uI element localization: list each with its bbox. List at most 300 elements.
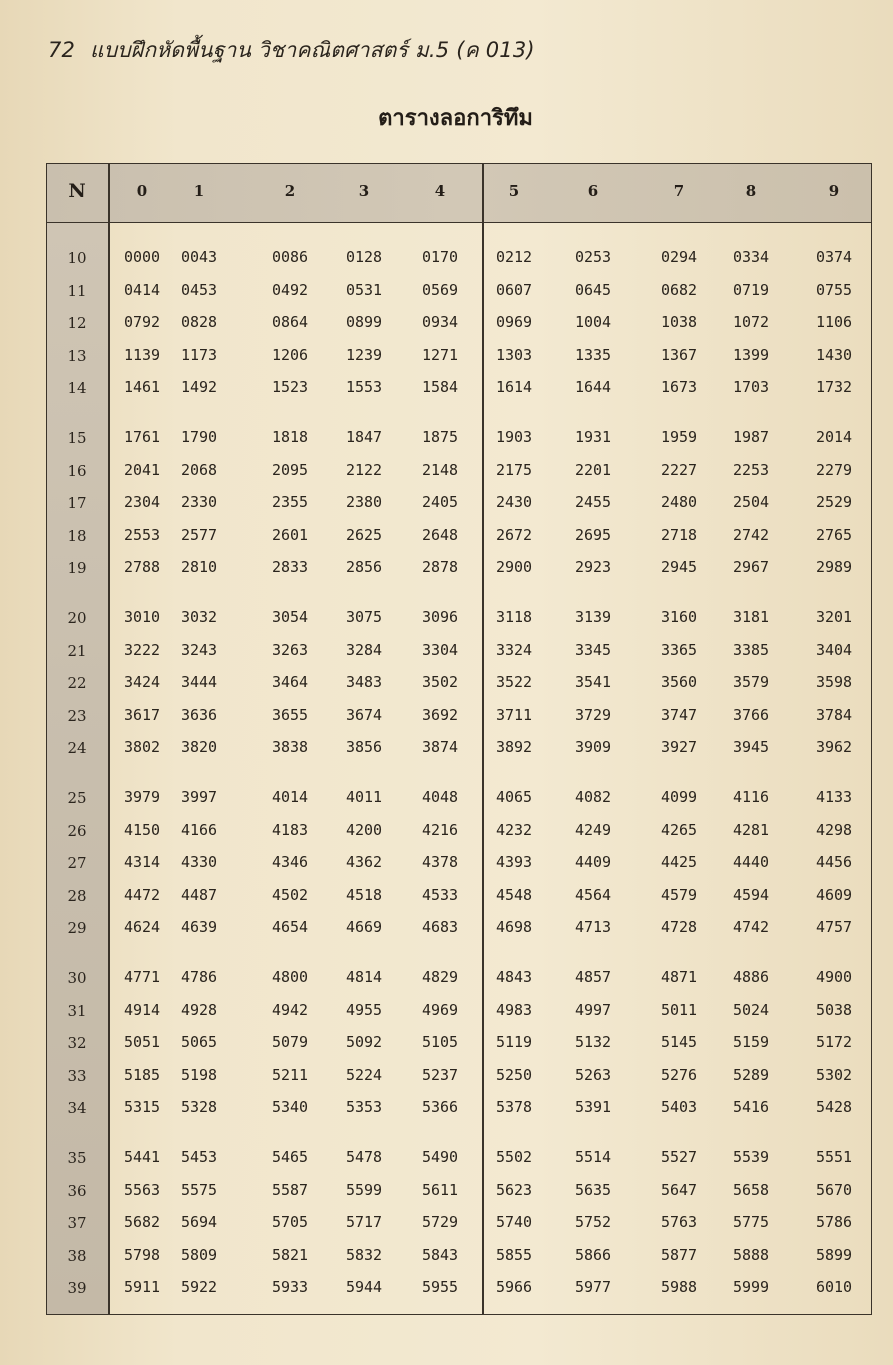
row-label-32: 32 [67, 1034, 87, 1053]
table-cell: 5682 [123, 1213, 161, 1232]
table-cell: 5051 [123, 1033, 161, 1052]
row-label-31: 31 [67, 1001, 87, 1020]
row-label-18: 18 [67, 526, 87, 545]
table-cell: 0043 [180, 248, 218, 266]
table-cell: 2765 [815, 525, 853, 544]
table-cell: 4742 [732, 918, 770, 937]
table-cell: 5821 [271, 1245, 309, 1264]
table-cell: 4928 [180, 1000, 218, 1019]
table-cell: 4914 [123, 1000, 161, 1019]
table-cell: 3820 [180, 738, 218, 757]
table-cell: 2672 [495, 525, 533, 544]
table-cell: 2967 [732, 558, 770, 577]
table-cell: 3483 [345, 673, 383, 692]
table-cell: 1644 [574, 378, 612, 397]
table-cell: 2504 [732, 493, 770, 512]
table-cell: 5065 [180, 1033, 218, 1052]
table-cell: 5670 [815, 1180, 853, 1199]
table-cell: 5911 [123, 1278, 161, 1297]
table-cell: 1303 [495, 345, 533, 364]
column-header-5: 5 [508, 182, 520, 200]
table-cell: 3263 [271, 640, 309, 659]
table-cell: 0453 [180, 280, 218, 299]
table-cell: 3838 [271, 738, 309, 757]
table-cell: 3284 [345, 640, 383, 659]
table-cell: 1875 [421, 428, 459, 446]
table-cell: 5933 [271, 1278, 309, 1297]
table-cell: 3243 [180, 640, 218, 659]
table-cell: 4829 [421, 968, 459, 986]
table-cell: 2856 [345, 558, 383, 577]
table-cell: 3324 [495, 640, 533, 659]
table-cell: 1761 [123, 428, 161, 446]
table-cell: 2878 [421, 558, 459, 577]
table-cell: 5705 [271, 1213, 309, 1232]
table-cell: 4564 [574, 885, 612, 904]
row-label-38: 38 [67, 1246, 87, 1265]
table-cell: 0569 [421, 280, 459, 299]
table-cell: 5250 [495, 1065, 533, 1084]
table-cell: 4150 [123, 820, 161, 839]
table-cell: 5551 [815, 1148, 853, 1166]
table-cell: 4502 [271, 885, 309, 904]
table-cell: 1818 [271, 428, 309, 446]
row-label-10: 10 [67, 249, 87, 267]
table-cell: 5119 [495, 1033, 533, 1052]
table-cell: 5809 [180, 1245, 218, 1264]
row-label-26: 26 [67, 821, 87, 840]
table-cell: 4082 [574, 788, 612, 806]
table-cell: 5977 [574, 1278, 612, 1297]
table-cell: 3010 [123, 608, 161, 626]
row-label-19: 19 [67, 559, 87, 578]
table-cell: 1732 [815, 378, 853, 397]
table-cell: 0969 [495, 313, 533, 332]
table-cell: 5575 [180, 1180, 218, 1199]
table-cell: 3560 [660, 673, 698, 692]
table-cell: 5224 [345, 1065, 383, 1084]
table-cell: 3962 [815, 738, 853, 757]
row-label-20: 20 [67, 609, 87, 627]
table-cell: 2148 [421, 460, 459, 479]
table-cell: 3139 [574, 608, 612, 626]
table-cell: 5132 [574, 1033, 612, 1052]
table-cell: 5527 [660, 1148, 698, 1166]
row-label-30: 30 [67, 969, 87, 987]
row-label-25: 25 [67, 789, 87, 807]
table-cell: 1959 [660, 428, 698, 446]
table-cell: 5172 [815, 1033, 853, 1052]
table-cell: 3424 [123, 673, 161, 692]
table-cell: 3522 [495, 673, 533, 692]
table-cell: 2405 [421, 493, 459, 512]
table-cell: 1847 [345, 428, 383, 446]
table-cell: 0755 [815, 280, 853, 299]
table-cell: 2068 [180, 460, 218, 479]
column-header-9: 9 [828, 182, 840, 200]
table-cell: 3541 [574, 673, 612, 692]
table-cell: 5587 [271, 1180, 309, 1199]
table-cell: 2227 [660, 460, 698, 479]
table-cell: 5877 [660, 1245, 698, 1264]
table-cell: 5159 [732, 1033, 770, 1052]
table-cell: 2833 [271, 558, 309, 577]
table-cell: 4314 [123, 853, 161, 872]
table-cell: 1584 [421, 378, 459, 397]
table-cell: 4014 [271, 788, 309, 806]
table-cell: 1523 [271, 378, 309, 397]
table-cell: 3802 [123, 738, 161, 757]
table-cell: 5786 [815, 1213, 853, 1232]
table-cell: 3404 [815, 640, 853, 659]
table-cell: 1673 [660, 378, 698, 397]
table-cell: 2529 [815, 493, 853, 512]
running-header-text: แบบฝึกหัดพื้นฐาน วิชาคณิตศาสตร์ ม.5 (ค 013) [90, 38, 535, 62]
table-cell: 4594 [732, 885, 770, 904]
table-cell: 4099 [660, 788, 698, 806]
table-cell: 1492 [180, 378, 218, 397]
table-cell: 4683 [421, 918, 459, 937]
table-cell: 3181 [732, 608, 770, 626]
table-cell: 0531 [345, 280, 383, 299]
table-cell: 5843 [421, 1245, 459, 1264]
table-cell: 6010 [815, 1278, 853, 1297]
table-cell: 5647 [660, 1180, 698, 1199]
row-label-24: 24 [67, 739, 87, 758]
column-header-7: 7 [673, 182, 685, 200]
table-cell: 4609 [815, 885, 853, 904]
table-cell: 4011 [345, 788, 383, 806]
table-cell: 5092 [345, 1033, 383, 1052]
table-cell: 0645 [574, 280, 612, 299]
table-cell: 4771 [123, 968, 161, 986]
table-cell: 3118 [495, 608, 533, 626]
table-cell: 3096 [421, 608, 459, 626]
table-cell: 4346 [271, 853, 309, 872]
table-cell: 1461 [123, 378, 161, 397]
table-cell: 4116 [732, 788, 770, 806]
table-cell: 1271 [421, 345, 459, 364]
table-cell: 1173 [180, 345, 218, 364]
table-cell: 5366 [421, 1098, 459, 1117]
table-cell: 5185 [123, 1065, 161, 1084]
table-cell: 5403 [660, 1098, 698, 1117]
table-cell: 0334 [732, 248, 770, 266]
table-cell: 0294 [660, 248, 698, 266]
table-cell: 2900 [495, 558, 533, 577]
table-cell: 5740 [495, 1213, 533, 1232]
table-cell: 5855 [495, 1245, 533, 1264]
table-cell: 4330 [180, 853, 218, 872]
table-cell: 3674 [345, 705, 383, 724]
column-header-0: 0 [136, 182, 148, 200]
table-cell: 1553 [345, 378, 383, 397]
table-cell: 1903 [495, 428, 533, 446]
row-label-22: 22 [67, 674, 87, 693]
table-cell: 2175 [495, 460, 533, 479]
table-cell: 1399 [732, 345, 770, 364]
table-cell: 5866 [574, 1245, 612, 1264]
row-label-33: 33 [67, 1066, 87, 1085]
table-cell: 5353 [345, 1098, 383, 1117]
table-cell: 3766 [732, 705, 770, 724]
table-cell: 3579 [732, 673, 770, 692]
table-cell: 3502 [421, 673, 459, 692]
table-cell: 4713 [574, 918, 612, 937]
table-cell: 5623 [495, 1180, 533, 1199]
table-cell: 0374 [815, 248, 853, 266]
table-cell: 5832 [345, 1245, 383, 1264]
table-cell: 4133 [815, 788, 853, 806]
table-cell: 2330 [180, 493, 218, 512]
table-cell: 5105 [421, 1033, 459, 1052]
table-cell: 5502 [495, 1148, 533, 1166]
table-cell: 0607 [495, 280, 533, 299]
table-cell: 4728 [660, 918, 698, 937]
row-label-27: 27 [67, 854, 87, 873]
table-cell: 4409 [574, 853, 612, 872]
table-cell: 5024 [732, 1000, 770, 1019]
table-cell: 3636 [180, 705, 218, 724]
table-cell: 4786 [180, 968, 218, 986]
table-cell: 2355 [271, 493, 309, 512]
table-cell: 5888 [732, 1245, 770, 1264]
table-cell: 5453 [180, 1148, 218, 1166]
table-cell: 0128 [345, 248, 383, 266]
table-cell: 2253 [732, 460, 770, 479]
table-cell: 5635 [574, 1180, 612, 1199]
table-cell: 5694 [180, 1213, 218, 1232]
table-cell: 5752 [574, 1213, 612, 1232]
table-cell: 5999 [732, 1278, 770, 1297]
table-cell: 2577 [180, 525, 218, 544]
table-cell: 4183 [271, 820, 309, 839]
table-cell: 1430 [815, 345, 853, 364]
column-header-2: 2 [284, 182, 296, 200]
row-label-11: 11 [67, 281, 87, 300]
column-header-n: N [68, 180, 86, 202]
row-label-37: 37 [67, 1214, 87, 1233]
table-cell: 2695 [574, 525, 612, 544]
table-cell: 5775 [732, 1213, 770, 1232]
table-cell: 5145 [660, 1033, 698, 1052]
table-cell: 4518 [345, 885, 383, 904]
table-cell: 4249 [574, 820, 612, 839]
table-cell: 0170 [421, 248, 459, 266]
table-cell: 1239 [345, 345, 383, 364]
table-cell: 0000 [123, 248, 161, 266]
table-cell: 5729 [421, 1213, 459, 1232]
table-title: ตารางลอการิทึม [378, 106, 533, 131]
table-cell: 2430 [495, 493, 533, 512]
table-cell: 4757 [815, 918, 853, 937]
table-cell: 2480 [660, 493, 698, 512]
table-cell: 3201 [815, 608, 853, 626]
table-cell: 5237 [421, 1065, 459, 1084]
column-header-6: 6 [587, 182, 599, 200]
table-cell: 3385 [732, 640, 770, 659]
table-cell: 4378 [421, 853, 459, 872]
table-cell: 4533 [421, 885, 459, 904]
table-cell: 5599 [345, 1180, 383, 1199]
table-cell: 1614 [495, 378, 533, 397]
table-cell: 0864 [271, 313, 309, 332]
table-cell: 4232 [495, 820, 533, 839]
row-label-17: 17 [67, 494, 87, 513]
table-cell: 4669 [345, 918, 383, 937]
table-cell: 1072 [732, 313, 770, 332]
table-cell: 4843 [495, 968, 533, 986]
table-cell: 4200 [345, 820, 383, 839]
table-cell: 1931 [574, 428, 612, 446]
table-cell: 5340 [271, 1098, 309, 1117]
table-cell: 4800 [271, 968, 309, 986]
table-cell: 5490 [421, 1148, 459, 1166]
table-cell: 2122 [345, 460, 383, 479]
table-cell: 2041 [123, 460, 161, 479]
table-cell: 5539 [732, 1148, 770, 1166]
table-cell: 4456 [815, 853, 853, 872]
table-cell: 5966 [495, 1278, 533, 1297]
table-cell: 5899 [815, 1245, 853, 1264]
table-cell: 5717 [345, 1213, 383, 1232]
table-cell: 4298 [815, 820, 853, 839]
table-cell: 5478 [345, 1148, 383, 1166]
table-cell: 5378 [495, 1098, 533, 1117]
table-cell: 5315 [123, 1098, 161, 1117]
table-cell: 4440 [732, 853, 770, 872]
table-cell: 5441 [123, 1148, 161, 1166]
table-cell: 5391 [574, 1098, 612, 1117]
table-cell: 3304 [421, 640, 459, 659]
column-header-3: 3 [358, 182, 370, 200]
table-cell: 5079 [271, 1033, 309, 1052]
logarithm-table [46, 163, 872, 1315]
row-label-12: 12 [67, 314, 87, 333]
table-cell: 1335 [574, 345, 612, 364]
column-header-1: 1 [193, 182, 205, 200]
row-label-36: 36 [67, 1181, 87, 1200]
table-cell: 3747 [660, 705, 698, 724]
table-cell: 0492 [271, 280, 309, 299]
table-cell: 2788 [123, 558, 161, 577]
table-cell: 2718 [660, 525, 698, 544]
table-cell: 3054 [271, 608, 309, 626]
table-cell: 5276 [660, 1065, 698, 1084]
table-cell: 3856 [345, 738, 383, 757]
table-cell: 0828 [180, 313, 218, 332]
row-label-13: 13 [67, 346, 87, 365]
table-cell: 5611 [421, 1180, 459, 1199]
table-cell: 4425 [660, 853, 698, 872]
column-header-8: 8 [745, 182, 757, 200]
row-label-15: 15 [67, 429, 87, 447]
table-cell: 3892 [495, 738, 533, 757]
table-cell: 3909 [574, 738, 612, 757]
table-cell: 5922 [180, 1278, 218, 1297]
table-cell: 5514 [574, 1148, 612, 1166]
table-cell: 2625 [345, 525, 383, 544]
table-cell: 5955 [421, 1278, 459, 1297]
table-cell: 5428 [815, 1098, 853, 1117]
table-cell: 2279 [815, 460, 853, 479]
table-cell: 4216 [421, 820, 459, 839]
table-cell: 5944 [345, 1278, 383, 1297]
table-cell: 3945 [732, 738, 770, 757]
table-cell: 2014 [815, 428, 853, 446]
table-cell: 4487 [180, 885, 218, 904]
table-cell: 3032 [180, 608, 218, 626]
table-cell: 4472 [123, 885, 161, 904]
table-cell: 4698 [495, 918, 533, 937]
table-cell: 0414 [123, 280, 161, 299]
table-cell: 2095 [271, 460, 309, 479]
table-cell: 5038 [815, 1000, 853, 1019]
row-label-21: 21 [67, 641, 87, 660]
table-cell: 1106 [815, 313, 853, 332]
table-cell: 4942 [271, 1000, 309, 1019]
table-cell: 3464 [271, 673, 309, 692]
table-cell: 3874 [421, 738, 459, 757]
table-cell: 2945 [660, 558, 698, 577]
table-cell: 0899 [345, 313, 383, 332]
row-label-14: 14 [67, 379, 87, 398]
table-cell: 5416 [732, 1098, 770, 1117]
table-cell: 2304 [123, 493, 161, 512]
table-cell: 5658 [732, 1180, 770, 1199]
table-cell: 0212 [495, 248, 533, 266]
table-cell: 4969 [421, 1000, 459, 1019]
table-cell: 5988 [660, 1278, 698, 1297]
table-cell: 5465 [271, 1148, 309, 1166]
row-label-16: 16 [67, 461, 87, 480]
table-cell: 4393 [495, 853, 533, 872]
row-label-23: 23 [67, 706, 87, 725]
table-cell: 1367 [660, 345, 698, 364]
table-cell: 3444 [180, 673, 218, 692]
table-cell: 5198 [180, 1065, 218, 1084]
table-cell: 4624 [123, 918, 161, 937]
table-cell: 4983 [495, 1000, 533, 1019]
table-cell: 4871 [660, 968, 698, 986]
table-cell: 3997 [180, 788, 218, 806]
table-cell: 5211 [271, 1065, 309, 1084]
table-cell: 5263 [574, 1065, 612, 1084]
running-header [48, 34, 535, 67]
table-cell: 0682 [660, 280, 698, 299]
table-cell: 2923 [574, 558, 612, 577]
table-cell: 4281 [732, 820, 770, 839]
table-cell: 2810 [180, 558, 218, 577]
table-cell: 4048 [421, 788, 459, 806]
table-cell: 3160 [660, 608, 698, 626]
table-cell: 5563 [123, 1180, 161, 1199]
table-cell: 4166 [180, 820, 218, 839]
table-cell: 4362 [345, 853, 383, 872]
table-cell: 5328 [180, 1098, 218, 1117]
table-cell: 4955 [345, 1000, 383, 1019]
table-cell: 3598 [815, 673, 853, 692]
row-label-29: 29 [67, 919, 87, 938]
table-cell: 5289 [732, 1065, 770, 1084]
column-header-4: 4 [434, 182, 446, 200]
table-cell: 3617 [123, 705, 161, 724]
table-cell: 2455 [574, 493, 612, 512]
table-cell: 3655 [271, 705, 309, 724]
table-cell: 0934 [421, 313, 459, 332]
table-cell: 0792 [123, 313, 161, 332]
table-cell: 4065 [495, 788, 533, 806]
